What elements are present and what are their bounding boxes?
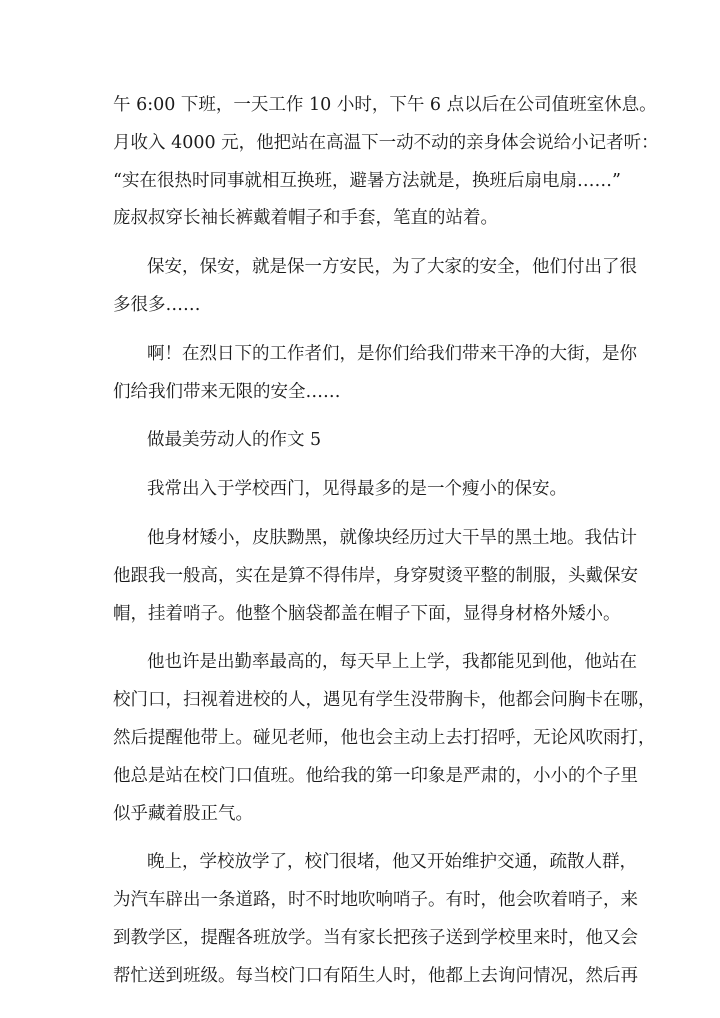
text-line: 午 6:00 下班，一天工作 10 小时，下午 6 点以后在公司值班室休息。 [113, 95, 657, 115]
document-body [113, 87, 659, 996]
text-line: 们给我们带来无限的安全…… [113, 381, 341, 402]
text-line: 校门口，扫视着进校的人，遇见有学生没带胸卡，他都会问胸卡在哪， [113, 690, 656, 711]
paragraph [113, 471, 613, 509]
text-line: 庞叔叔穿长袖长裤戴着帽子和手套，笔直的站着。 [113, 208, 498, 229]
text-line: 多很多…… [113, 294, 201, 315]
paragraph-gap [113, 411, 613, 422]
paragraph-gap [113, 509, 613, 520]
paragraph [113, 520, 638, 633]
text-line: 晚上，学校放学了，校门很堵，他又开始维护交通，疏散人群， [147, 852, 637, 873]
paragraph-gap [113, 633, 613, 644]
text-line: 然后提醒他带上。碰见老师，他也会主动上去打招呼，无论风吹雨打， [113, 727, 656, 748]
text-line: 帮忙送到班级。每当校门口有陌生人时，他都上去询问情况，然后再 [113, 965, 638, 986]
paragraph [113, 644, 656, 833]
paragraph [113, 87, 659, 238]
paragraph [113, 249, 637, 325]
paragraph-gap [113, 325, 613, 336]
paragraph [113, 336, 637, 412]
heading-text: 做最美劳动人的作文 5 [147, 430, 322, 451]
text-line: 他总是站在校门口值班。他给我的第一印象是严肃的，小小的个子里 [113, 765, 638, 786]
text-line: 为汽车辟出一条道路，时不时地吹响哨子。有时，他会吹着哨子，来 [113, 890, 638, 911]
text-line: 他也许是出勤率最高的，每天早上上学，我都能见到他，他站在 [147, 652, 637, 673]
text-line: 帽，挂着哨子。他整个脑袋都盖在帽子下面，显得身材格外矮小。 [113, 603, 621, 624]
text-line: 月收入 4000 元，他把站在高温下一动不动的亲身体会说给小记者听： [113, 132, 659, 153]
text-line: 他身材矮小，皮肤黝黑，就像块经历过大干旱的黑土地。我估计 [147, 527, 637, 548]
text-line: “实在很热时同事就相互换班，避暑方法就是，换班后扇电扇……” [113, 170, 621, 191]
text-line: 保安，保安，就是保一方安民，为了大家的安全，他们付出了很 [147, 257, 637, 278]
text-line: 到教学区，提醒各班放学。当有家长把孩子送到学校里来时，他又会 [113, 927, 638, 948]
paragraph-gap [113, 833, 613, 844]
text-line: 似乎藏着股正气。 [113, 803, 253, 824]
text-line: 他跟我一般高，实在是算不得伟岸，身穿熨烫平整的制服，头戴保安 [113, 565, 638, 586]
text-line: 啊！在烈日下的工作者们，是你们给我们带来干净的大街，是你 [147, 343, 637, 364]
text-line: 我常出入于学校西门，见得最多的是一个瘦小的保安。 [147, 479, 567, 500]
section-heading [113, 422, 613, 460]
paragraph-gap [113, 460, 613, 471]
paragraph-gap [113, 238, 613, 249]
paragraph [113, 844, 638, 995]
